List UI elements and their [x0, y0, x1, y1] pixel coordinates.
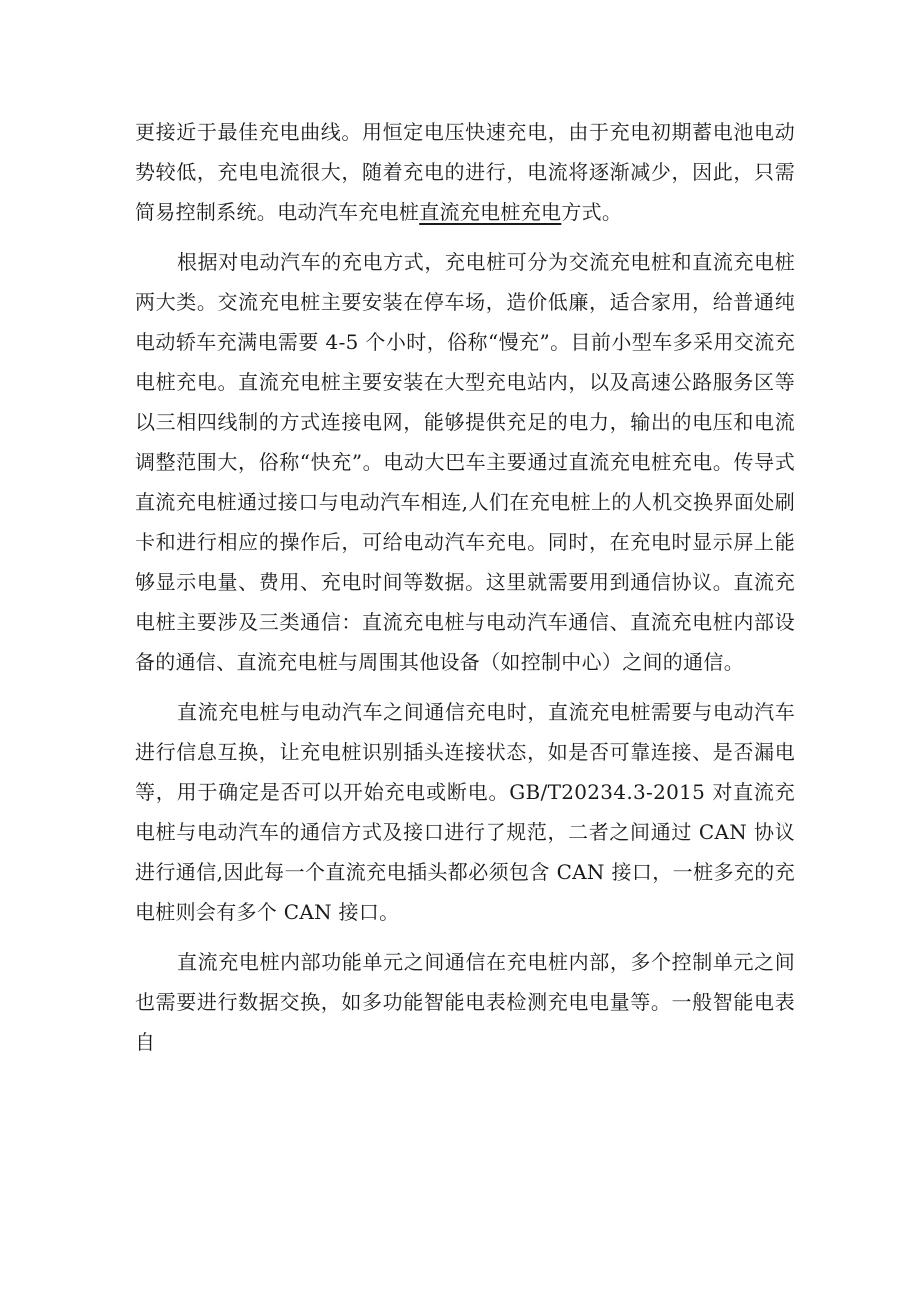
paragraph-3: 直流充电桩与电动汽车之间通信充电时，直流充电桩需要与电动汽车进行信息互换，让充电桩识别插头连接状态，如是否可靠连接、是否漏电等，用于确定是否可以开始充电或断电。GB/T20234.3-2015 对直流充电桩与电动汽车的通信方式及接口进行了规范，二者之间通过 CAN 协议进行通信,因此每一个直流充电插头都必须包含 CAN 接口，一桩多充的充电桩则会有多个 CAN 接口。	[135, 700, 795, 924]
paragraph-1-tail: 方式。	[561, 200, 623, 224]
underlined-phrase: 直流充电桩充电	[419, 200, 562, 224]
paragraph-4: 直流充电桩内部功能单元之间通信在充电桩内部，多个控制单元之间也需要进行数据交换，如多功能智能电表检测充电电量等。一般智能电表自	[135, 950, 795, 1054]
paragraph-1-text: 更接近于最佳充电曲线。用恒定电压快速充电，由于充电初期蓄电池电动势较低，充电电流很大，随着充电的进行，电流将逐渐减少，因此，只需简易控制系统。电动汽车充电桩	[135, 120, 795, 224]
paragraph-2: 根据对电动汽车的充电方式，充电桩可分为交流充电桩和直流充电桩两大类。交流充电桩主要安装在停车场，造价低廉，适合家用，给普通纯电动轿车充满电需要 4-5 个小时，俗称“慢充”。目前小型车多采用交流充电桩充电。直流充电桩主要安装在大型充电站内，以及高速公路服务区等以三相四线制的方式连接电网，能够提供充足的电力，输出的电压和电流调整范围大，俗称“快充”。电动大巴车主要通过直流充电桩充电。传导式直流充电桩通过接口与电动汽车相连,人们在充电桩上的人机交换界面处刷卡和进行相应的操作后，可给电动汽车充电。同时，在充电时显示屏上能够显示电量、费用、充电时间等数据。这里就需要用到通信协议。直流充电桩主要涉及三类通信：直流充电桩与电动汽车通信、直流充电桩内部设备的通信、直流充电桩与周围其他设备（如控制中心）之间的通信。	[135, 250, 795, 674]
paragraph-1	[135, 112, 795, 232]
document-body	[135, 112, 795, 1072]
